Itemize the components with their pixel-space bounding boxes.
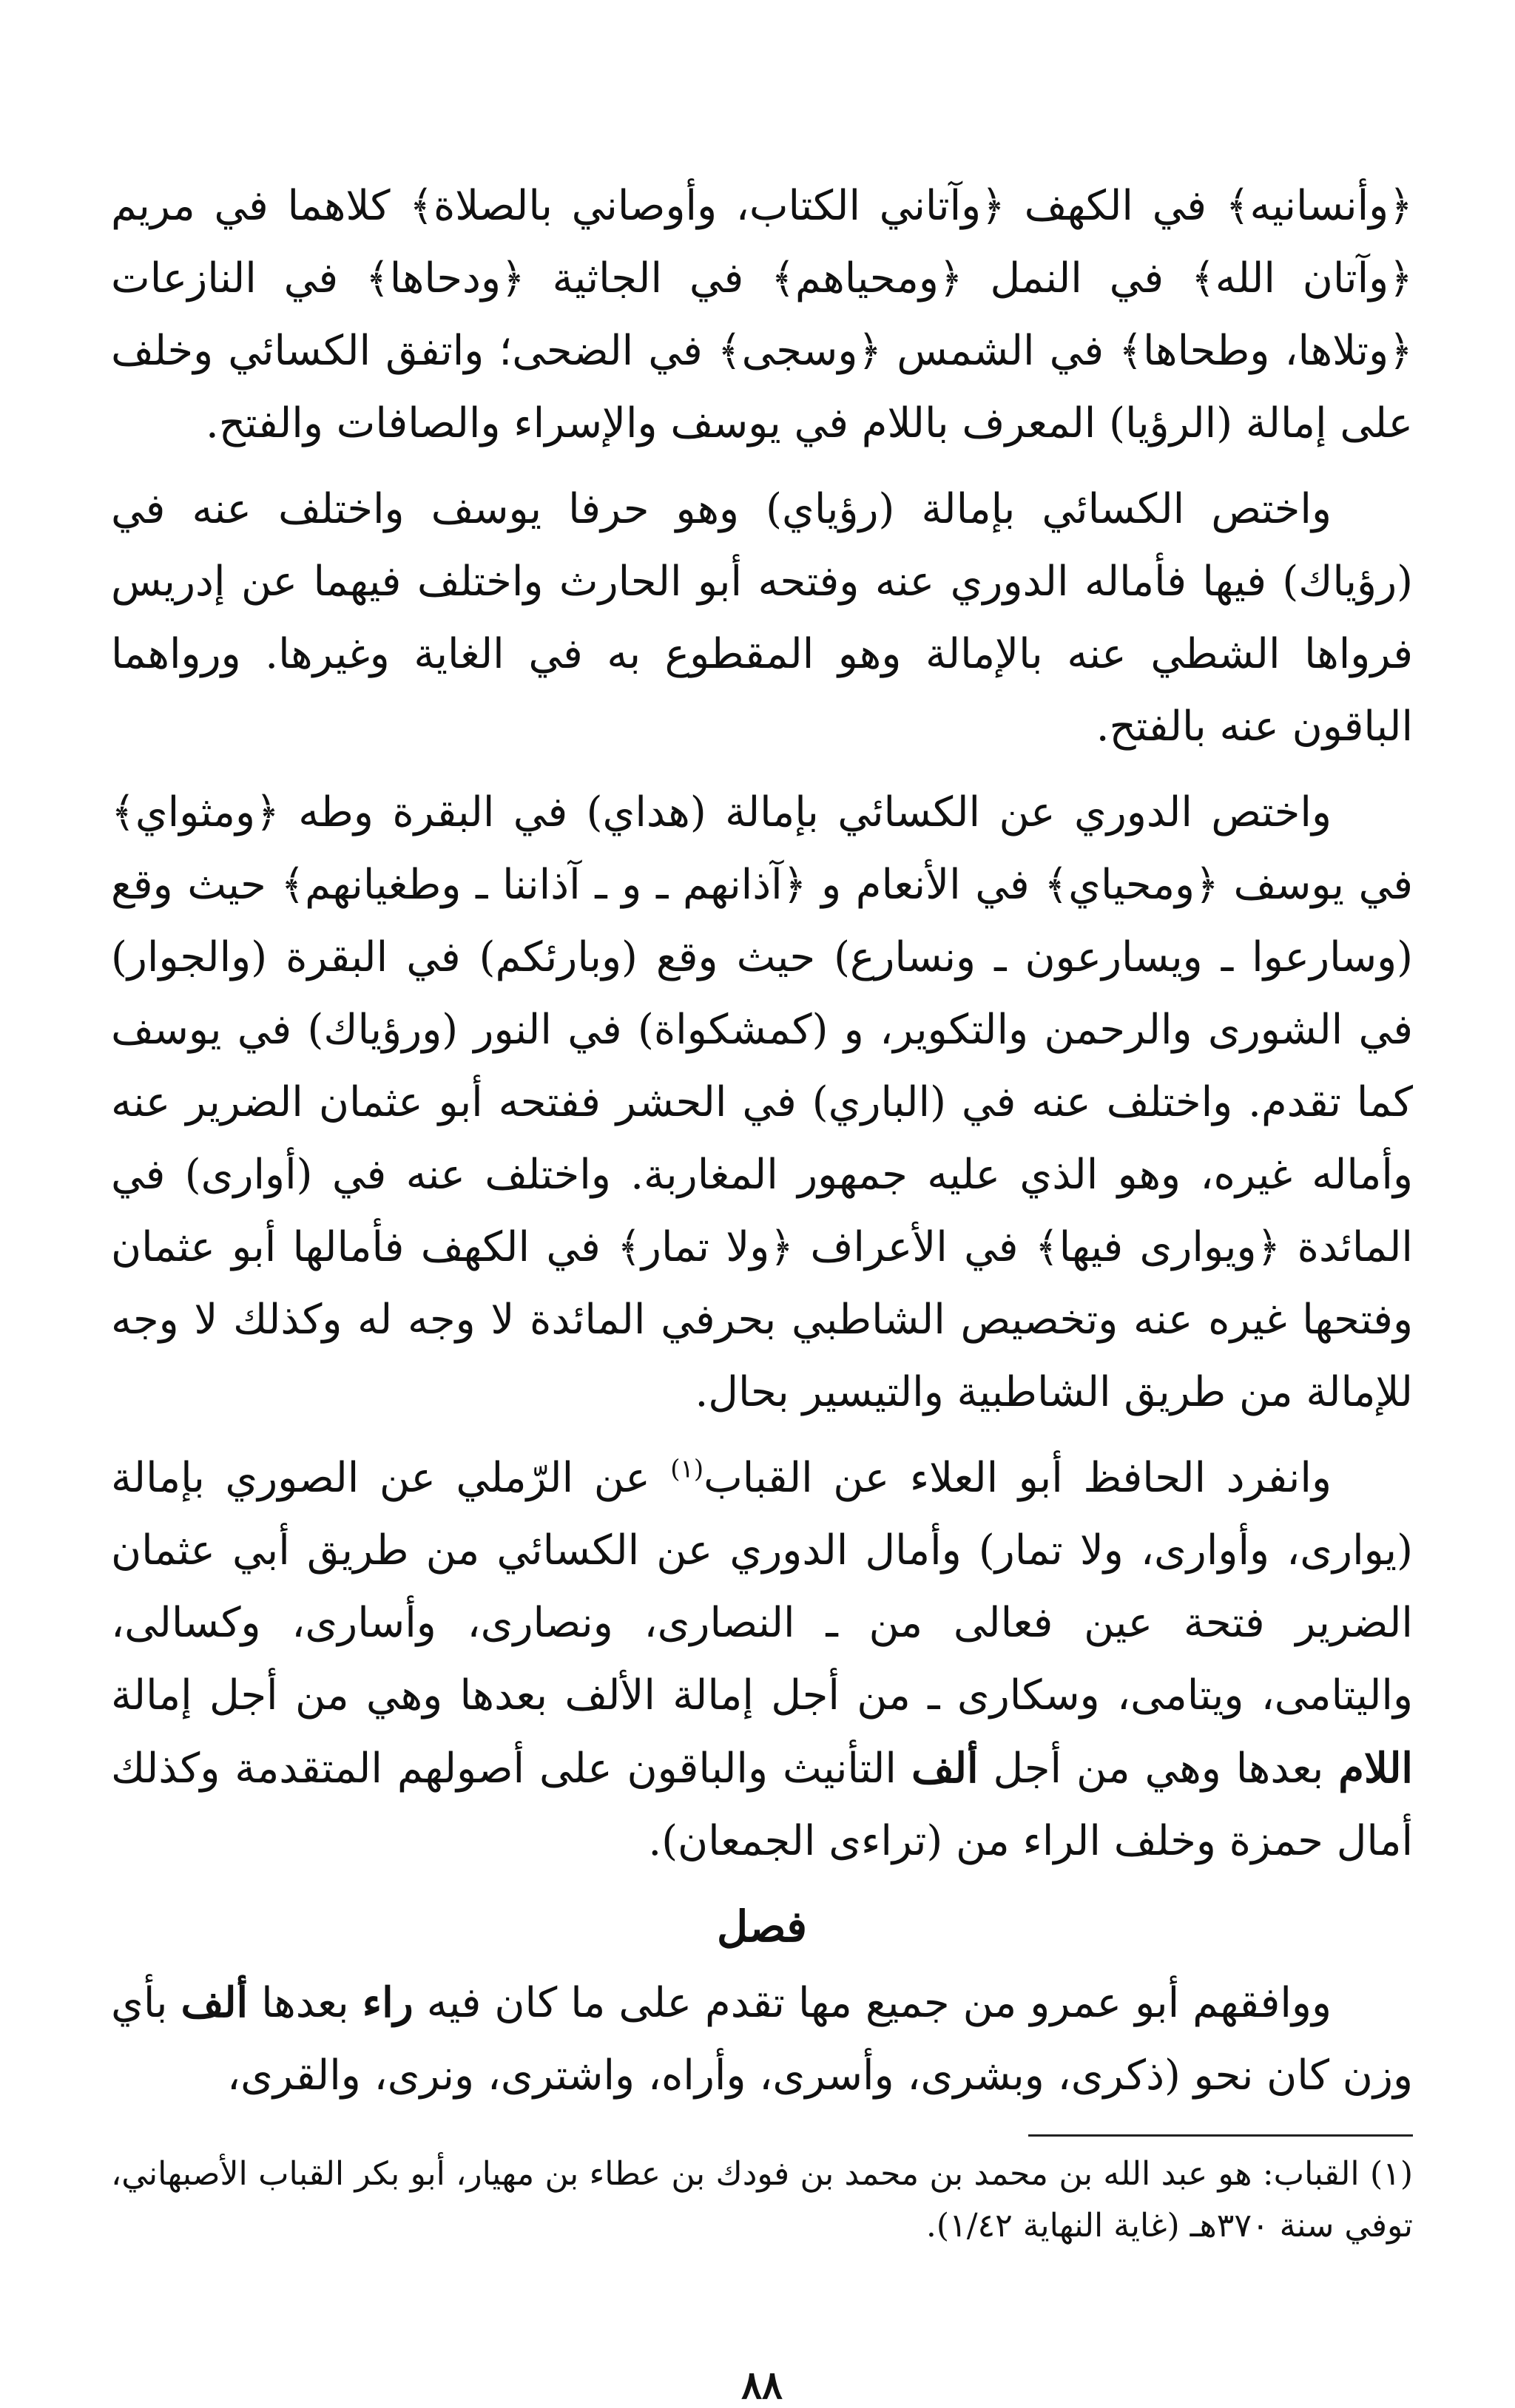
page-number: ٨٨ bbox=[741, 2363, 783, 2408]
paragraph-5-text-middle: بعدها bbox=[248, 1979, 362, 2027]
emphasis-lam: اللام bbox=[1338, 1744, 1413, 1793]
paragraph-4 bbox=[111, 1442, 1413, 1878]
footnote bbox=[111, 2148, 1413, 2252]
emphasis-alif: ألف bbox=[911, 1744, 979, 1793]
document-page bbox=[111, 170, 1413, 2408]
paragraph-5-text-end: بأي وزن كان نحو (ذكرى، وبشرى، وأسرى، وأراه، واشترى، ونرى، والقرى، bbox=[111, 1979, 1413, 2100]
paragraph-2: واختص الكسائي بإمالة (رؤياي) وهو حرفا يوسف واختلف عنه في (رؤياك) فيها فأماله الدوري عنه وفتحه أبو الحارث واختلف فيهما عن إدريس فرواها الشطي عنه بالإمالة وهو المقطوع به في الغاية وغيرها. ورواهما الباقون عنه بالفتح. bbox=[111, 485, 1413, 751]
paragraph-4-text-middle: بعدها وهي من أجل bbox=[978, 1745, 1339, 1793]
footnote-reference-mark[interactable]: (١) bbox=[670, 1454, 704, 1484]
paragraph-1: ﴿وأنسانيه﴾ في الكهف ﴿وآتاني الكتاب، وأوصاني بالصلاة﴾ كلاهما في مريم ﴿وآتان الله﴾ في النمل ﴿ومحياهم﴾ في الجاثية ﴿ودحاها﴾ في النازعات ﴿وتلاها، وطحاها﴾ في الشمس ﴿وسجى﴾ في الضحى؛ واتفق الكسائي وخلف على إمالة (الرؤيا) المعرف باللام في يوسف والإسراء والصافات والفتح. bbox=[111, 182, 1413, 447]
paragraph-3: واختص الدوري عن الكسائي بإمالة (هداي) في البقرة وطه ﴿ومثواي﴾ في يوسف ﴿ومحياي﴾ في الأنعام و ﴿آذانهم ـ و ـ آذاننا ـ وطغيانهم﴾ حيث وقع (وسارعوا ـ ويسارعون ـ ونسارع) حيث وقع (وبارئكم) في البقرة (والجوار) في الشورى والرحمن والتكوير، و (كمشكواة) في النور (ورؤياك) في يوسف كما تقدم. واختلف عنه في (الباري) في الحشر ففتحه أبو عثمان الضرير عنه وأماله غيره، وهو الذي عليه جمهور المغاربة. واختلف عنه في (أوارى) في المائدة ﴿ويوارى فيها﴾ في الأعراف ﴿ولا تمار﴾ في الكهف فأمالها أبو عثمان وفتحها غيره عنه وتخصيص الشاطبي بحرفي المائدة لا وجه له وكذلك لا وجه للإمالة من طريق الشاطبية والتيسير بحال. bbox=[111, 788, 1413, 1416]
section-heading: فصل bbox=[717, 1901, 807, 1952]
paragraph-4-text-start: وانفرد الحافظ أبو العلاء عن القباب bbox=[703, 1454, 1332, 1502]
emphasis-alif-2: ألف bbox=[180, 1978, 249, 2027]
paragraph-4-text-continued: عن الرّملي عن الصوري بإمالة (يوارى، وأوارى، ولا تمار) وأمال الدوري عن الكسائي من طريق أبي عثمان الضرير فتحة عين فعالى من ـ النصارى، ونصارى، وأسارى، وكسالى، واليتامى، ويتامى، وسكارى ـ من أجل إمالة الألف بعدها وهي من أجل إمالة bbox=[111, 1454, 1413, 1719]
footnote-divider bbox=[1028, 2134, 1413, 2137]
paragraph-5-text-start: ووافقهم أبو عمرو من جميع مها تقدم على ما كان فيه bbox=[413, 1979, 1332, 2027]
footnote-number: (١) bbox=[1370, 2155, 1413, 2193]
paragraph-4-text-end: التأنيث والباقون على أصولهم المتقدمة وكذلك أمال حمزة وخلف الراء من (تراءى الجمعان). bbox=[111, 1745, 1413, 1865]
paragraph-5 bbox=[111, 1966, 1413, 2112]
footnote-text: القباب: هو عبد الله بن محمد بن محمد بن فودك بن عطاء بن مهيار، أبو بكر القباب الأصبهاني، توفي سنة ٣٧٠هـ (غاية النهاية ١/٤٢). bbox=[111, 2155, 1413, 2245]
emphasis-ra: راء bbox=[362, 1978, 414, 2027]
